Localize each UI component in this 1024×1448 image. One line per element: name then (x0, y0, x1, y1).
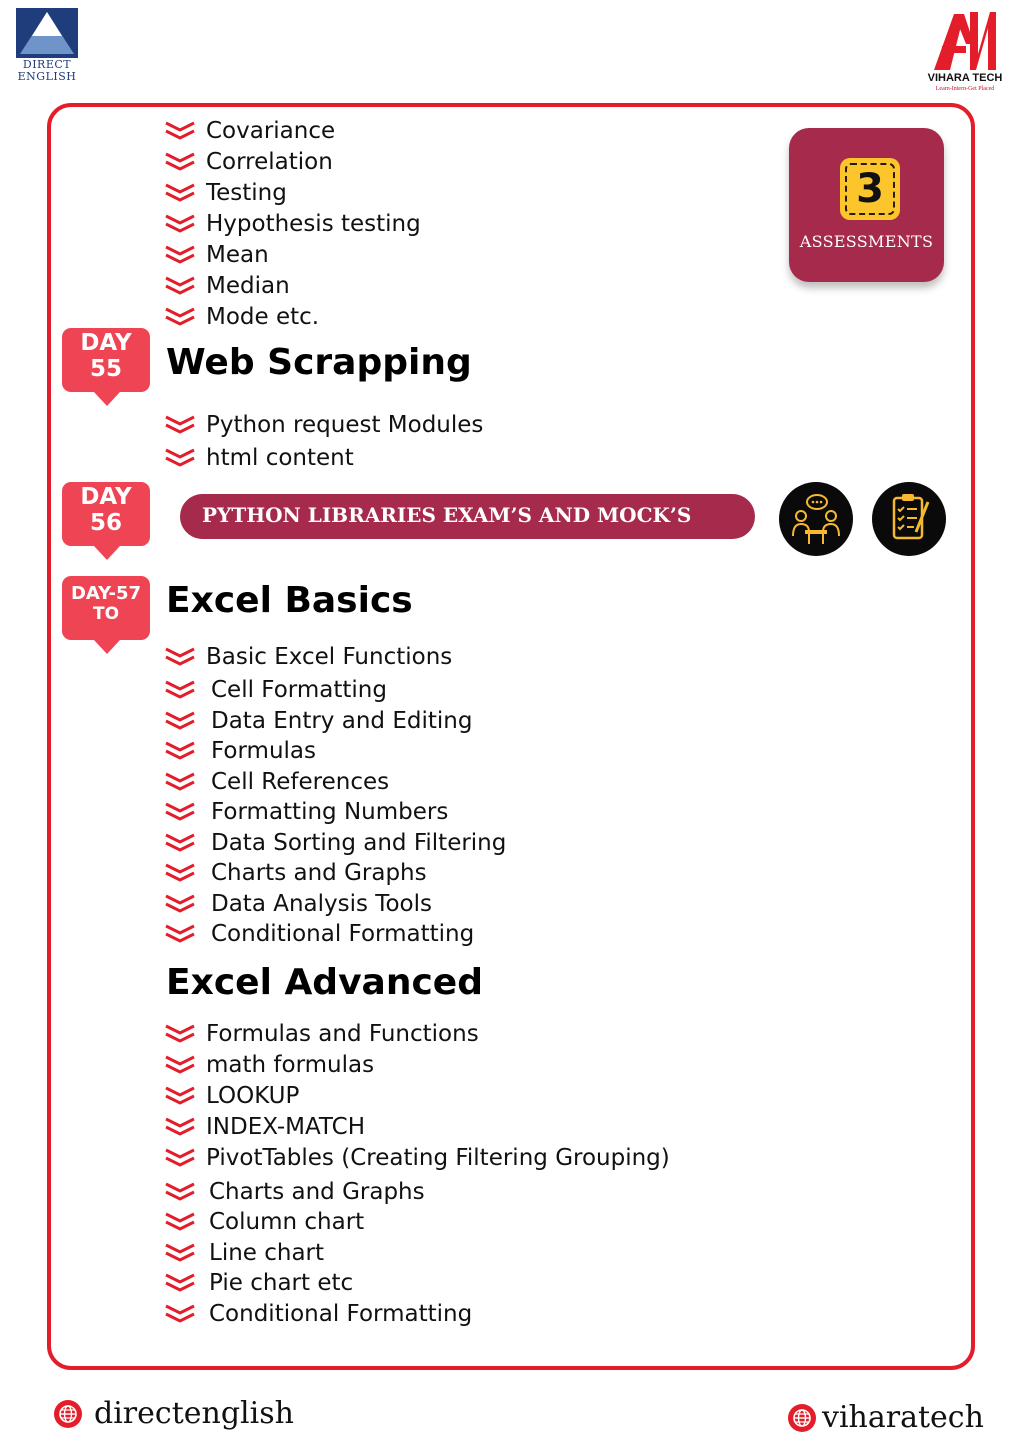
list-item-text: Charts and Graphs (211, 860, 427, 886)
list-item-text: Pie chart etc (209, 1270, 354, 1296)
list-item (164, 767, 389, 797)
double-chevron-icon (164, 447, 196, 469)
double-chevron-icon (164, 801, 196, 823)
day-badge-number: 56 (89, 510, 122, 536)
day-57-badge (62, 576, 150, 640)
list-item-text: Correlation (206, 149, 333, 175)
list-item-text: html content (206, 445, 354, 471)
section-title-web-scrapping: Web Scrapping (166, 342, 472, 383)
list-item-text: Testing (206, 180, 287, 206)
double-chevron-icon (164, 1242, 196, 1264)
double-chevron-icon (164, 151, 196, 173)
footer-right-handle[interactable] (788, 1400, 984, 1435)
double-chevron-icon (164, 213, 196, 235)
list-item (164, 1177, 425, 1207)
checklist-icon (872, 482, 946, 556)
assessments-card (789, 128, 944, 282)
double-chevron-icon (164, 832, 196, 854)
list-item-text: Conditional Formatting (211, 921, 475, 947)
discussion-icon (779, 482, 853, 556)
list-item-text: LOOKUP (206, 1083, 300, 1109)
vihara-tech-logo-mark (930, 8, 996, 72)
list-item (164, 116, 335, 146)
list-item-text: Column chart (209, 1209, 365, 1235)
double-chevron-icon (164, 1085, 196, 1107)
badge-pointer (94, 392, 120, 406)
list-item (164, 1081, 299, 1111)
double-chevron-icon (164, 1147, 196, 1169)
footer-left-handle[interactable] (54, 1396, 294, 1431)
list-item (164, 1299, 472, 1329)
logo-text-line2: ENGLISH (17, 70, 77, 83)
double-chevron-icon (164, 414, 196, 436)
footer-left-text: directenglish (94, 1396, 294, 1431)
list-item-text: Formulas (211, 738, 316, 764)
double-chevron-icon (164, 1272, 196, 1294)
list-item-text: Formulas and Functions (206, 1021, 479, 1047)
direct-english-logo (16, 8, 78, 88)
double-chevron-icon (164, 1116, 196, 1138)
list-item (164, 271, 290, 301)
list-item (164, 889, 432, 919)
double-chevron-icon (164, 1023, 196, 1045)
vihara-tech-name: VIHARA TECH (927, 72, 1003, 84)
list-item-text: Formatting Numbers (211, 799, 449, 825)
list-item-text: Cell References (211, 769, 390, 795)
list-item (164, 642, 452, 672)
globe-icon (54, 1400, 82, 1428)
double-chevron-icon (164, 244, 196, 266)
list-item (164, 1207, 364, 1237)
exam-banner (180, 494, 755, 539)
list-item (164, 240, 269, 270)
list-item-text: Cell Formatting (211, 677, 387, 703)
list-item (164, 675, 387, 705)
double-chevron-icon (164, 923, 196, 945)
double-chevron-icon (164, 1054, 196, 1076)
list-item-text: Charts and Graphs (209, 1179, 425, 1205)
list-item-text: PivotTables (Creating Filtering Grouping) (206, 1145, 670, 1171)
list-item (164, 1019, 479, 1049)
list-item (164, 209, 421, 239)
list-item-text: Line chart (209, 1240, 325, 1266)
double-chevron-icon (164, 1211, 196, 1233)
list-item (164, 147, 333, 177)
double-chevron-icon (164, 771, 196, 793)
list-item-text: Conditional Formatting (209, 1301, 473, 1327)
double-chevron-icon (164, 740, 196, 762)
list-item-text: Mean (206, 242, 269, 268)
assessments-label: ASSESSMENTS (799, 232, 934, 251)
double-chevron-icon (164, 306, 196, 328)
list-item (164, 919, 474, 949)
list-item-text: math formulas (206, 1052, 375, 1078)
list-item (164, 410, 483, 440)
day-56-badge (62, 482, 150, 546)
vihara-tech-logo (920, 8, 1010, 92)
list-item-text: Data Entry and Editing (211, 708, 473, 734)
day-badge-number: TO (92, 604, 120, 624)
globe-icon (788, 1404, 816, 1432)
list-item-text: Covariance (206, 118, 336, 144)
double-chevron-icon (164, 710, 196, 732)
day-badge-number: 55 (89, 356, 122, 382)
double-chevron-icon (164, 1181, 196, 1203)
day-badge-label: DAY (80, 330, 132, 356)
vihara-tech-tagline: Learn-Intern-Get Placed (935, 86, 995, 92)
list-item-text: Basic Excel Functions (206, 644, 453, 670)
double-chevron-icon (164, 646, 196, 668)
exam-banner-text: PYTHON LIBRARIES EXAM’S AND MOCK’S (202, 503, 692, 527)
list-item (164, 1112, 365, 1142)
logo-text-line1: DIRECT (22, 58, 72, 71)
list-item-text: Hypothesis testing (206, 211, 421, 237)
double-chevron-icon (164, 275, 196, 297)
double-chevron-icon (164, 182, 196, 204)
list-item (164, 443, 354, 473)
day-badge-label: DAY (80, 484, 132, 510)
list-item-text: INDEX-MATCH (206, 1114, 365, 1140)
list-item-text: Data Analysis Tools (211, 891, 432, 917)
section-title-excel-basics: Excel Basics (166, 580, 413, 621)
day-55-badge (62, 328, 150, 392)
double-chevron-icon (164, 862, 196, 884)
list-item-text: Data Sorting and Filtering (211, 830, 507, 856)
badge-pointer (94, 546, 120, 560)
list-item (164, 1268, 353, 1298)
badge-pointer (94, 640, 120, 654)
section-title-excel-advanced: Excel Advanced (166, 962, 483, 1003)
footer-right-text: viharatech (822, 1400, 984, 1435)
list-item (164, 828, 506, 858)
double-chevron-icon (164, 120, 196, 142)
list-item-text: Median (206, 273, 290, 299)
double-chevron-icon (164, 679, 196, 701)
assessment-count: 3 (856, 166, 884, 212)
list-item (164, 858, 427, 888)
assessment-count-box (840, 158, 900, 220)
direct-english-logo-mark (16, 8, 78, 58)
list-item (164, 706, 472, 736)
day-badge-label: DAY-57 (70, 583, 142, 604)
list-item (164, 736, 316, 766)
list-item (164, 797, 448, 827)
double-chevron-icon (164, 1303, 196, 1325)
list-item (164, 1050, 374, 1080)
list-item-text: Mode etc. (206, 304, 320, 330)
list-item-text: Python request Modules (206, 412, 484, 438)
double-chevron-icon (164, 893, 196, 915)
list-item (164, 1143, 670, 1173)
list-item (164, 302, 319, 332)
list-item (164, 178, 287, 208)
list-item (164, 1238, 324, 1268)
